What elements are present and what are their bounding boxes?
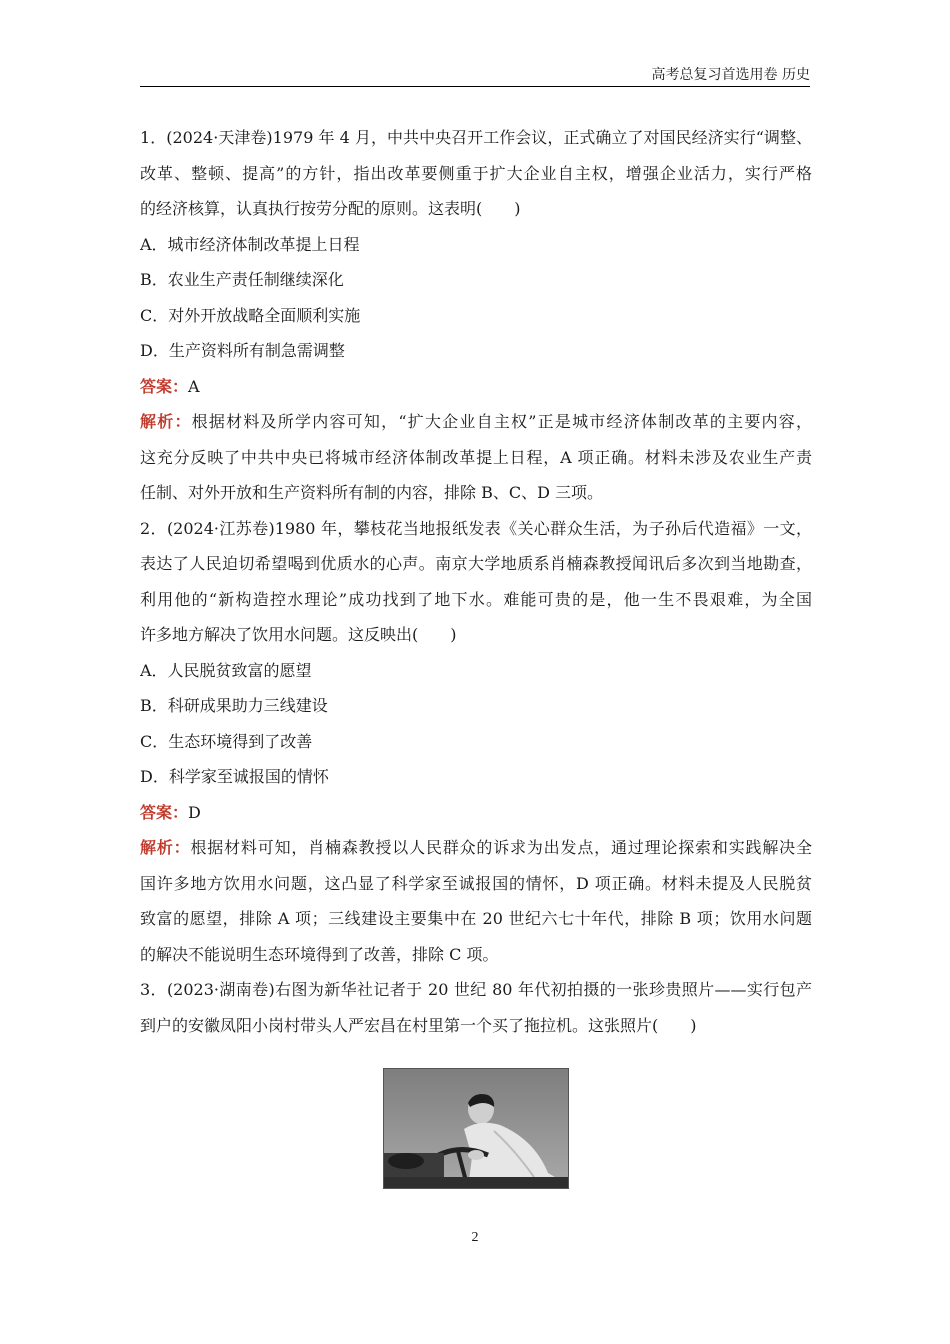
page-number: 2	[471, 1230, 479, 1245]
q1-analysis-label: 解析：	[140, 412, 192, 431]
page-header	[140, 66, 810, 87]
q2-analysis-label: 解析：	[140, 838, 191, 857]
q2-answer-label: 答案：	[140, 802, 189, 822]
q2-line-1: 2．(2024·江苏卷)1980 年，攀枝花当地报纸发表《关心群众生活，为子孙后代造福》一文，	[140, 518, 812, 538]
q2-answer-value: D	[188, 802, 201, 822]
q2-analysis-line-1	[140, 830, 812, 866]
q2-line-2: 表达了人民迫切希望喝到优质水的心声。南京大学地质系肖楠森教授闻讯后多次到当地勘查，	[140, 554, 812, 573]
q2-analysis-line-3: 致富的愿望，排除 A 项；三线建设主要集中在 20 世纪六七十年代，排除 B 项；饮用水问题	[140, 909, 812, 928]
q2-analysis-text-1: 根据材料可知，肖楠森教授以人民群众的诉求为出发点，通过理论探索和实践解决全	[190, 838, 812, 857]
tractor-photo-drawing	[384, 1069, 568, 1188]
tractor-photo	[383, 1068, 569, 1189]
q3-line-1: 3．(2023·湖南卷)右图为新华社记者于 20 世纪 80 年代初拍摄的一张珍贵照片——实行包产	[140, 980, 812, 999]
q2-option-a: A．人民脱贫致富的愿望	[140, 660, 312, 680]
q1-analysis-line-2: 这充分反映了中共中央已将城市经济体制改革提上日程，A 项正确。材料未涉及农业生产责	[140, 447, 812, 467]
q1-line-3: 的经济核算，认真执行按劳分配的原则。这表明( )	[140, 199, 521, 218]
q1-line-1: 1．(2024·天津卷)1979 年 4 月，中共中央召开工作会议，正式确立了对国民经济实行“调整、	[140, 128, 812, 147]
q1-answer	[140, 369, 812, 405]
q1-analysis-text-1: 根据材料及所学内容可知，“扩大企业自主权”正是城市经济体制改革的主要内容，	[191, 412, 812, 431]
q2-analysis-line-2: 国许多地方饮用水问题，这凸显了科学家至诚报国的情怀，D 项正确。材料未提及人民脱贫	[140, 873, 812, 893]
q2-answer	[140, 795, 812, 831]
q2-option-c: C．生态环境得到了改善	[140, 731, 313, 751]
q2-analysis-line-4: 的解决不能说明生态环境得到了改善，排除 C 项。	[140, 944, 499, 964]
q2-line-3: 利用他的“新构造控水理论”成功找到了地下水。难能可贵的是，他一生不畏艰难，为全国	[140, 589, 812, 609]
q1-analysis-line-1	[140, 404, 812, 440]
q1-line-2: 改革、整顿、提高”的方针，指出改革要侧重于扩大企业自主权，增强企业活力，实行严格	[140, 163, 812, 183]
q2-line-4: 许多地方解决了饮用水问题。这反映出( )	[140, 625, 457, 644]
q1-option-a: A．城市经济体制改革提上日程	[140, 234, 360, 254]
q1-answer-label: 答案：	[140, 376, 189, 396]
q2-option-b: B．科研成果助力三线建设	[140, 696, 328, 715]
q3-line-2: 到户的安徽凤阳小岗村带头人严宏昌在村里第一个买了拖拉机。这张照片( )	[140, 1015, 697, 1035]
q2-option-d: D．科学家至诚报国的情怀	[140, 767, 329, 786]
q1-option-d: D．生产资料所有制急需调整	[140, 341, 345, 360]
q1-analysis-line-3: 任制、对外开放和生产资料所有制的内容，排除 B、C、D 三项。	[140, 483, 604, 502]
document-body	[140, 120, 812, 1043]
q1-option-b: B．农业生产责任制继续深化	[140, 270, 344, 289]
q1-option-c: C．对外开放战略全面顺利实施	[140, 305, 361, 325]
header-title: 高考总复习首选用卷 历史	[651, 67, 810, 83]
q1-answer-value: A	[188, 376, 200, 396]
